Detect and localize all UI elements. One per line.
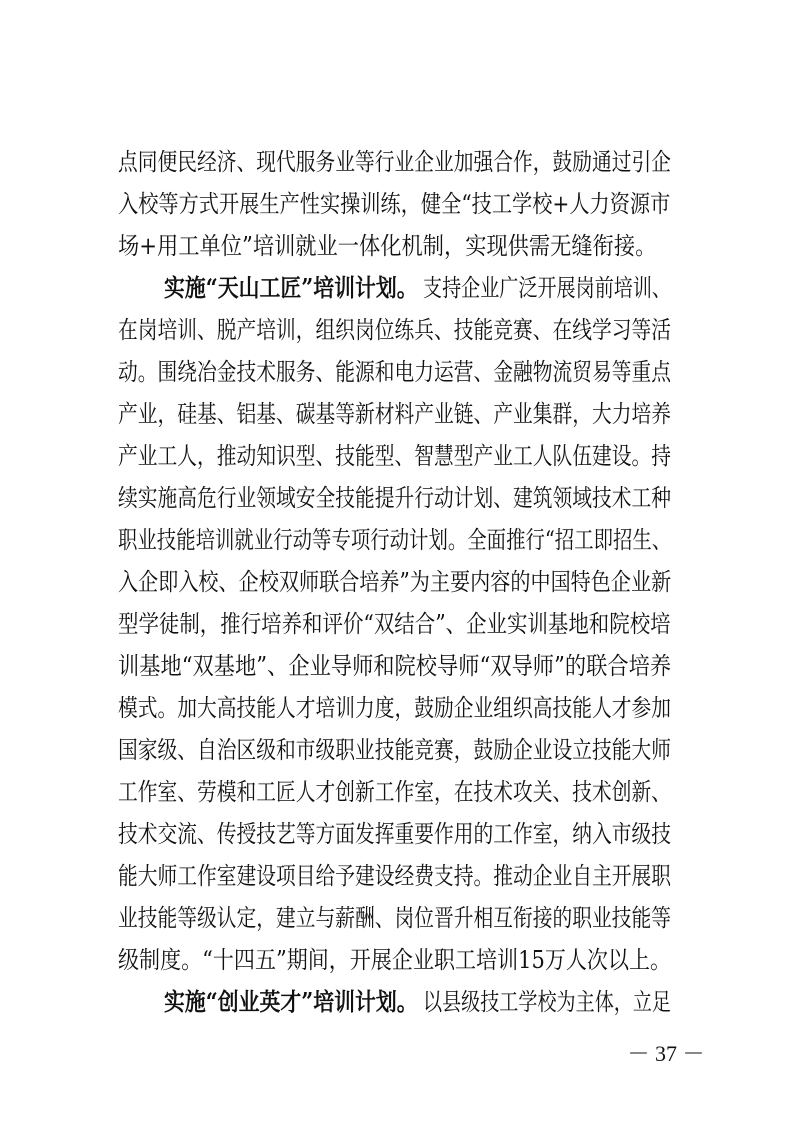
line-text: 以县级技工学校为主体，立足 bbox=[423, 988, 671, 1016]
section-heading-line bbox=[0, 982, 793, 1022]
line-text: 支持企业广泛开展岗前培训、 bbox=[423, 274, 671, 302]
line-text: 场+用工单位”培训就业一体化机制，实现供需无缝衔接。 bbox=[118, 232, 657, 260]
body-text-line bbox=[0, 352, 793, 392]
line-text: 模式。加大高技能人才培训力度，鼓励企业组织高技能人才参加 bbox=[118, 694, 671, 722]
line-text: 职业技能培训就业行动等专项行动计划。全面推行“招工即招生、 bbox=[118, 526, 672, 554]
body-text-line bbox=[0, 184, 793, 224]
line-text: 级制度。“十四五”期间，开展企业职工培训15万人次以上。 bbox=[118, 946, 672, 974]
line-text: 产业工人，推动知识型、技能型、智慧型产业工人队伍建设。持 bbox=[118, 442, 671, 470]
body-text-line bbox=[0, 940, 793, 980]
line-text: 在岗培训、脱产培训，组织岗位练兵、技能竞赛、在线学习等活 bbox=[118, 316, 671, 344]
line-text: 动。围绕冶金技术服务、能源和电力运营、金融物流贸易等重点 bbox=[118, 358, 671, 386]
line-text: 技术交流、传授技艺等方面发挥重要作用的工作室，纳入市级技 bbox=[118, 820, 671, 848]
body-text-line bbox=[0, 772, 793, 812]
line-text: 点同便民经济、现代服务业等行业企业加强合作，鼓励通过引企 bbox=[118, 148, 671, 176]
body-text-line bbox=[0, 310, 793, 350]
line-text: 国家级、自治区级和市级职业技能竞赛，鼓励企业设立技能大师 bbox=[118, 736, 671, 764]
body-text-line bbox=[0, 562, 793, 602]
line-text: 工作室、劳模和工匠人才创新工作室，在技术攻关、技术创新、 bbox=[118, 778, 671, 806]
line-text: 续实施高危行业领域安全技能提升行动计划、建筑领域技术工种 bbox=[118, 484, 671, 512]
body-text-line bbox=[0, 394, 793, 434]
body-text-line bbox=[0, 688, 793, 728]
body-text-line bbox=[0, 478, 793, 518]
body-text-line bbox=[0, 898, 793, 938]
body-text-line bbox=[0, 226, 793, 266]
line-text: 型学徒制，推行培养和评价“双结合”、企业实训基地和院校培 bbox=[118, 610, 671, 638]
body-text-line bbox=[0, 856, 793, 896]
body-text-line bbox=[0, 436, 793, 476]
body-text-line bbox=[0, 730, 793, 770]
section-heading: 实施“天山工匠”培训计划。 bbox=[164, 273, 418, 302]
body-text-line bbox=[0, 814, 793, 854]
line-text: 产业，硅基、铝基、碳基等新材料产业链、产业集群，大力培养 bbox=[118, 400, 671, 428]
section-heading-line bbox=[0, 268, 793, 308]
body-text-line bbox=[0, 520, 793, 560]
line-text: 入企即入校、企校双师联合培养”为主要内容的中国特色企业新 bbox=[118, 568, 672, 596]
line-text: 业技能等级认定，建立与薪酬、岗位晋升相互衔接的职业技能等 bbox=[118, 904, 671, 932]
body-text-line bbox=[0, 604, 793, 644]
line-text: 能大师工作室建设项目给予建设经费支持。推动企业自主开展职 bbox=[118, 862, 671, 890]
page-number: － 37 － bbox=[627, 1041, 705, 1066]
line-text: 训基地“双基地”、企业导师和院校导师“双导师”的联合培养 bbox=[118, 652, 672, 680]
body-text-line bbox=[0, 142, 793, 182]
section-heading: 实施“创业英才”培训计划。 bbox=[164, 987, 418, 1016]
line-text: 入校等方式开展生产性实操训练，健全“技工学校+人力资源市 bbox=[118, 190, 671, 218]
body-text-line bbox=[0, 646, 793, 686]
